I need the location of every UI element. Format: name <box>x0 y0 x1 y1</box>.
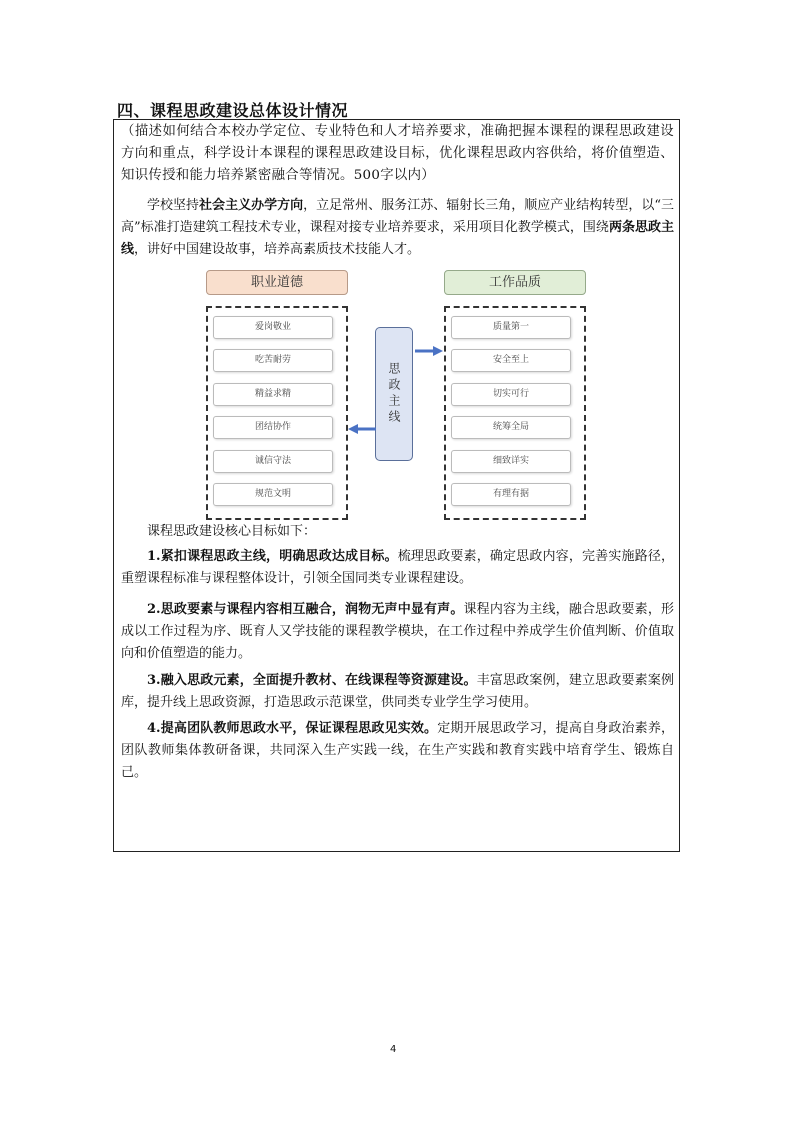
page-number: 4 <box>390 1044 397 1055</box>
goal-text: 定期开展思政学习，提高自身政治素养，团队教师集体教研备课，共同深入生产实践一线，在生产实践和教育实践中培育学生、锻炼自己。 <box>121 721 674 780</box>
intro-text-1: 学校坚持 <box>147 198 200 213</box>
section-title: 四、课程思政建设总体设计情况 <box>117 101 349 120</box>
diagram-center-node <box>375 327 413 461</box>
goal-item <box>121 670 674 714</box>
goals-title: 课程思政建设核心目标如下： <box>147 524 317 539</box>
right-item: 质量第一 <box>451 316 571 339</box>
left-item: 精益求精 <box>213 383 333 406</box>
intro-text-2: ，立足常州、服务江苏、辐射长三角，顺应产业结构转型，以“三高”标准打造建筑工程技术专业，课程对接专业培养要求，采用项目化教学模式，围绕 <box>121 198 674 235</box>
diagram-center-label: 思政主线 <box>387 362 401 426</box>
right-item: 安全至上 <box>451 349 571 372</box>
goal-heading: 4.提高团队教师思政水平，保证课程思政见实效。 <box>147 721 438 736</box>
left-item: 诚信守法 <box>213 450 333 473</box>
left-item: 规范文明 <box>213 483 333 506</box>
arrow-left-icon <box>347 422 377 436</box>
arrow-right-icon <box>414 344 444 358</box>
goal-heading: 2.思政要素与课程内容相互融合，润物无声中显有声。 <box>147 602 464 617</box>
left-item: 吃苦耐劳 <box>213 349 333 372</box>
right-item: 细致详实 <box>451 450 571 473</box>
right-item: 有理有据 <box>451 483 571 506</box>
goal-heading: 3.融入思政元素，全面提升教材、在线课程等资源建设。 <box>147 673 477 688</box>
right-item: 切实可行 <box>451 383 571 406</box>
goal-item <box>121 599 674 665</box>
goal-item <box>121 718 674 784</box>
goal-heading: 1.紧扣课程思政主线，明确思政达成目标。 <box>147 549 398 564</box>
diagram-right-title: 工作品质 <box>444 270 586 295</box>
goal-text: 丰富思政案例，建立思政要素案例库，提升线上思政资源，打造思政示范课堂，供同类专业学生学习使用。 <box>121 673 674 710</box>
diagram-left-title: 职业道德 <box>206 270 348 295</box>
goal-text: 梳理思政要素，确定思政内容，完善实施路径，重塑课程标准与课程整体设计，引领全国同类专业课程建设。 <box>121 549 674 586</box>
intro-text-3: ，讲好中国建设故事，培养高素质技术技能人才。 <box>134 242 421 257</box>
intro-paragraph <box>121 195 674 261</box>
intro-bold-1: 社会主义办学方向 <box>199 198 304 213</box>
intro-bold-2: 两条思政主线 <box>121 220 674 257</box>
left-item: 爱岗敬业 <box>213 316 333 339</box>
right-item: 统筹全局 <box>451 416 571 439</box>
section-description: （描述如何结合本校办学定位、专业特色和人才培养要求，准确把握本课程的课程思政建设方向和重点，科学设计本课程的课程思政建设目标，优化课程思政内容供给，将价值塑造、知识传授和能力培养紧密融合等情况。500字以内） <box>121 124 674 183</box>
goal-item <box>121 546 674 590</box>
left-item: 团结协作 <box>213 416 333 439</box>
goal-text: 课程内容为主线，融合思政要素，形成以工作过程为序、既育人又学技能的课程教学模块，在工作过程中养成学生价值判断、价值取向和价值塑造的能力。 <box>121 602 674 661</box>
